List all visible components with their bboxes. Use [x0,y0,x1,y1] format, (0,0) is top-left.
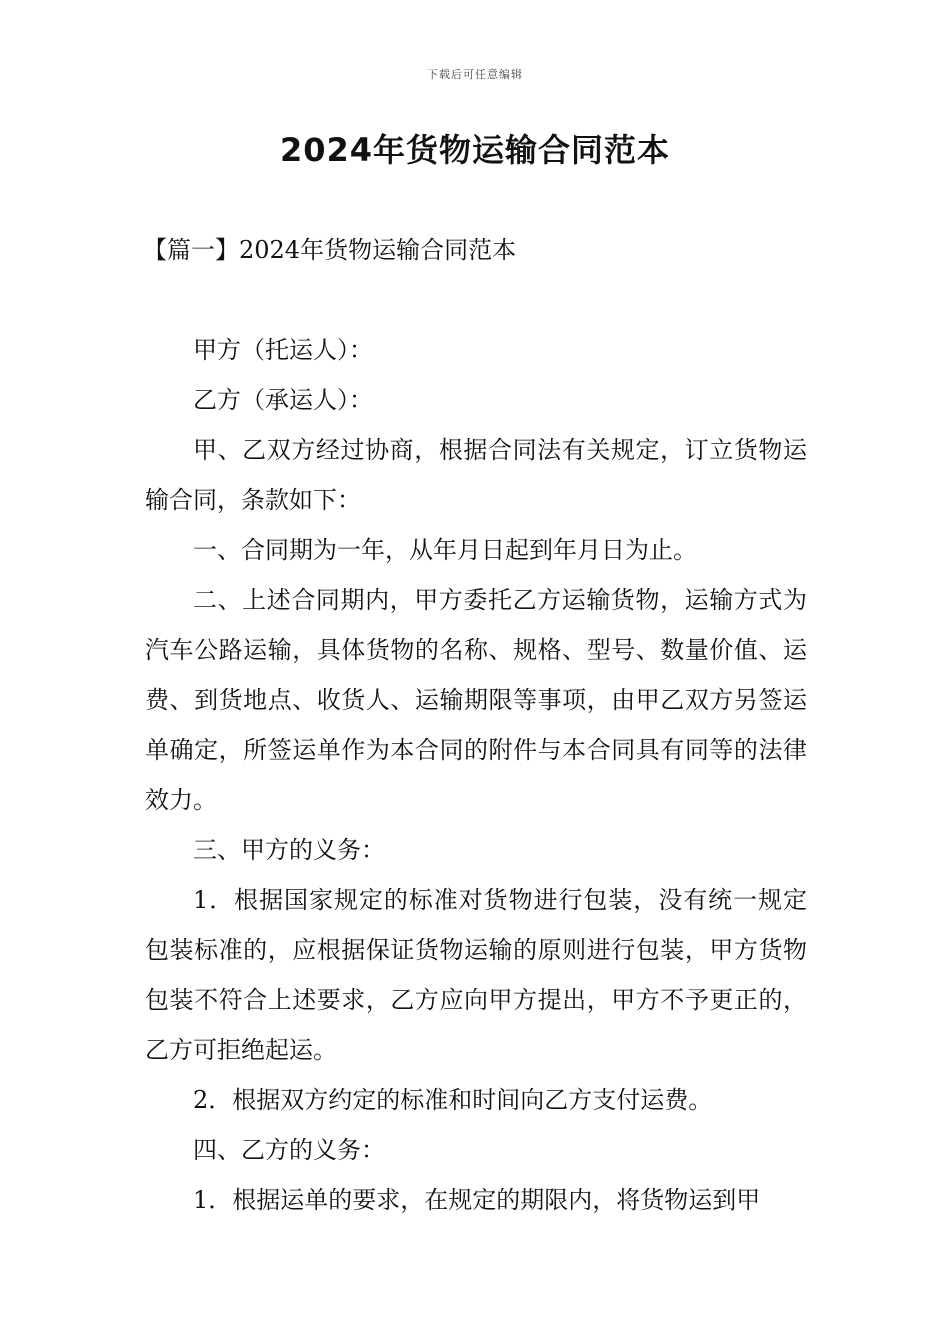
clause-4-heading: 四、乙方的义务： [193,1136,385,1164]
party-a-line: 甲方（托运人）： [193,336,373,364]
clause-3-item-2: 2．根据双方约定的标准和时间向乙方支付运费。 [193,1086,713,1114]
clause-2-paragraph: 二、上述合同期内，甲方委托乙方运输货物，运输方式为汽车公路运输，具体货物的名称、规格、型号、数量价值、运费、到货地点、收货人、运输期限等事项，由甲乙双方另签运单确定，所签运单作为本合同的附件与本合同具有同等的法律效力。 [145,586,807,814]
header-note: 下载后可任意编辑 [427,68,523,81]
clause-4-item-1: 1．根据运单的要求，在规定的期限内，将货物运到甲 [193,1186,761,1214]
preamble-paragraph: 甲、乙双方经过协商，根据合同法有关规定，订立货物运输合同，条款如下： [145,436,807,514]
party-b-line: 乙方（承运人）： [193,386,373,414]
document-body [145,325,807,1225]
clause-3-heading: 三、甲方的义务： [193,836,385,864]
section-heading: 【篇一】2024年货物运输合同范本 [143,236,517,264]
document-title: 2024年货物运输合同范本 [279,131,671,169]
clause-1-paragraph: 一、合同期为一年，从年月日起到年月日为止。 [193,536,697,564]
clause-3-item-1: 1．根据国家规定的标准对货物进行包装，没有统一规定包装标准的，应根据保证货物运输的原则进行包装，甲方货物包装不符合上述要求，乙方应向甲方提出，甲方不予更正的，乙方可拒绝起运。 [145,886,807,1064]
